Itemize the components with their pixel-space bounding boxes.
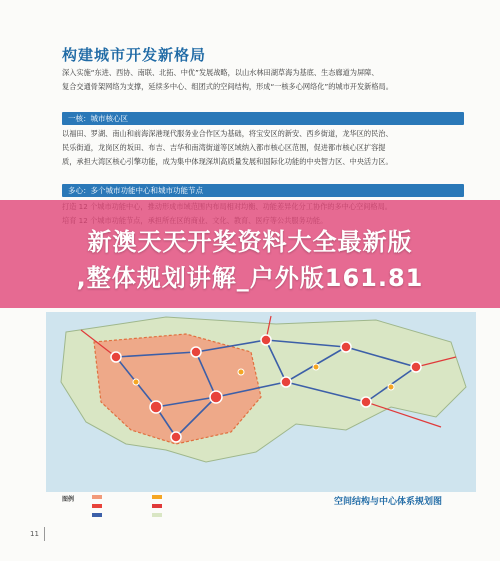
- legend-swatch-link: [92, 512, 105, 518]
- section-bar-centers: 多心：多个城市功能中心和城市功能节点: [62, 184, 464, 197]
- page-rule: [44, 527, 45, 541]
- legend-title: 图例: [62, 496, 75, 503]
- intro-line: 复合交通骨架网络为支撑，延续多中心、组团式的空间结构，形成“一核多心网络化”的城市开发新格局。: [62, 82, 393, 91]
- core-line: 质，承担大湾区核心引擎功能，成为集中体现深圳高质量发展和国际化功能的中央智力区、中央活力区。: [62, 157, 393, 166]
- section-bar-core: 一核：城市核心区: [62, 112, 464, 125]
- spatial-structure-map: [46, 312, 476, 492]
- map-legend: [62, 494, 322, 520]
- core-line: 以福田、罗湖、南山和前海深港现代服务业合作区为基础，将宝安区的新安、西乡街道，龙华区的民治、: [62, 129, 393, 138]
- overlay-banner: [0, 200, 500, 308]
- core-line: 民乐街道，龙岗区的坂田、布吉、吉华和南湾街道等区域纳入都市核心区范围，促进都市核心区扩容提: [62, 143, 386, 152]
- legend-swatch-land: [152, 512, 165, 518]
- intro-paragraph: [62, 66, 464, 94]
- section-heading: 构建城市开发新格局: [62, 46, 207, 64]
- legend-swatch-minor-node: [152, 494, 165, 500]
- map-caption: 空间结构与中心体系规划图: [334, 497, 443, 507]
- banner-line-1: 新澳天天开奖资料大全最新版: [87, 228, 413, 256]
- page-number: 11: [30, 530, 39, 538]
- core-paragraph: [62, 127, 464, 169]
- legend-swatch-core: [92, 494, 105, 500]
- legend-swatch-arrow: [152, 503, 165, 509]
- legend-swatch-node: [92, 503, 105, 509]
- intro-line: 深入实施“东进、西协、南联、北拓、中优”发展战略，以山水林田湖草海为基底、生态廊道为屏障、: [62, 68, 379, 77]
- banner-line-2: ,整体规划讲解_户外版161.81: [76, 264, 424, 292]
